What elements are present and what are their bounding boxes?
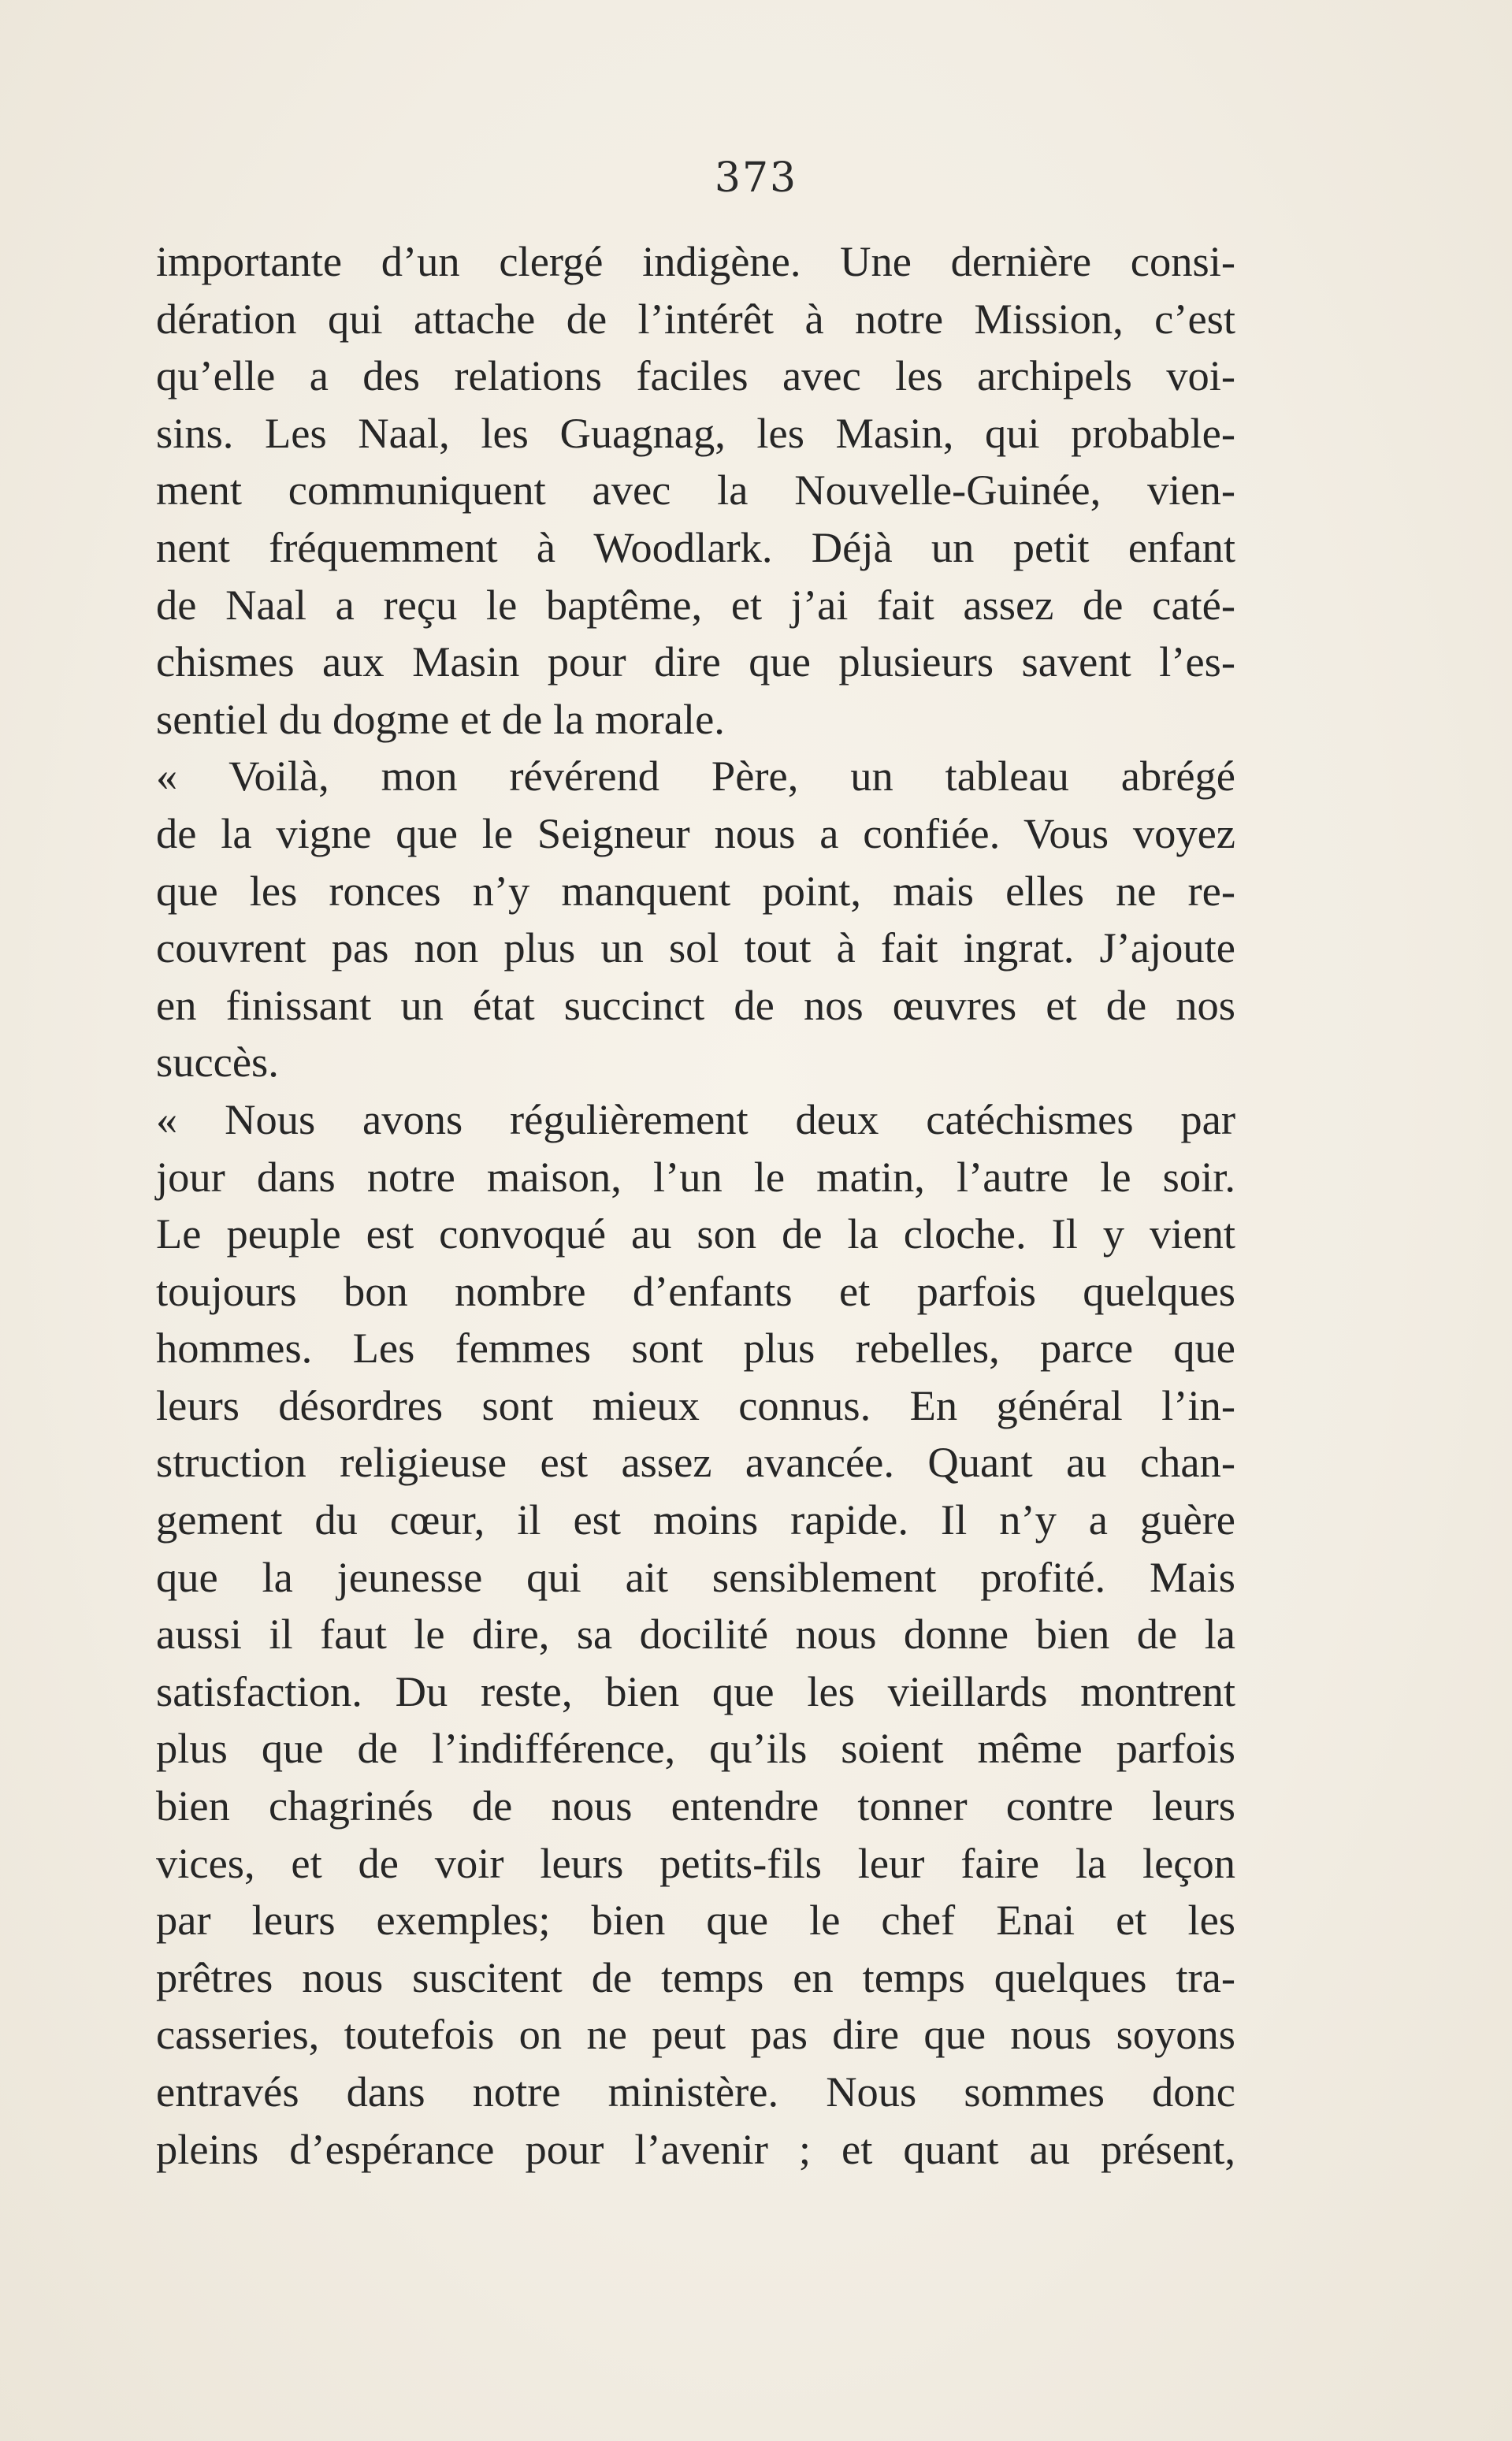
- text-line: Le peuple est convoqué au son de la cloche. Il y vient: [156, 1209, 1235, 1258]
- text-line: vices, et de voir leurs petits-fils leur faire la leçon: [156, 1838, 1235, 1887]
- text-line: par leurs exemples; bien que le chef Enai et les: [156, 1896, 1235, 1945]
- text-line: gement du cœur, il est moins rapide. Il n’y a guère: [156, 1495, 1235, 1544]
- text-line: bien chagrinés de nous entendre tonner contre leurs: [156, 1782, 1235, 1830]
- text-line: sins. Les Naal, les Guagnag, les Masin, qui probable-: [156, 408, 1235, 457]
- text-line: dération qui attache de l’intérêt à notre Mission, c’est: [156, 294, 1235, 343]
- text-line: chismes aux Masin pour dire que plusieurs savent l’es-: [156, 637, 1235, 686]
- text-line: struction religieuse est assez avancée. Quant au chan-: [156, 1438, 1235, 1487]
- text-line: aussi il faut le dire, sa docilité nous donne bien de la: [156, 1610, 1235, 1659]
- text-line: « Voilà, mon révérend Père, un tableau abrégé: [156, 752, 1235, 801]
- text-line: toujours bon nombre d’enfants et parfois quelques: [156, 1266, 1235, 1315]
- text-line: « Nous avons régulièrement deux catéchismes par: [156, 1094, 1235, 1143]
- text-line: prêtres nous suscitent de temps en temps quelques tra-: [156, 1952, 1235, 2001]
- text-line: sentiel du dogme et de la morale.: [156, 694, 725, 743]
- text-line: couvrent pas non plus un sol tout à fait ingrat. J’ajoute: [156, 923, 1235, 972]
- text-line: nent fréquemment à Woodlark. Déjà un petit enfant: [156, 522, 1235, 571]
- text-line: de Naal a reçu le baptême, et j’ai fait assez de caté-: [156, 580, 1235, 629]
- text-line: leurs désordres sont mieux connus. En général l’in-: [156, 1380, 1235, 1429]
- body-text: [156, 233, 1235, 2178]
- text-line: entravés dans notre ministère. Nous sommes donc: [156, 2068, 1235, 2116]
- text-line: jour dans notre maison, l’un le matin, l’autre le soir.: [156, 1152, 1235, 1201]
- text-line: succès.: [156, 1038, 279, 1087]
- page-number: 373: [714, 154, 798, 202]
- text-line: satisfaction. Du reste, bien que les vieillards montrent: [156, 1666, 1235, 1715]
- text-line: de la vigne que le Seigneur nous a confiée. Vous voyez: [156, 808, 1235, 857]
- text-line: casseries, toutefois on ne peut pas dire que nous soyons: [156, 2010, 1235, 2059]
- text-line: plus que de l’indifférence, qu’ils soient même parfois: [156, 1724, 1235, 1773]
- text-line: hommes. Les femmes sont plus rebelles, parce que: [156, 1324, 1235, 1373]
- text-line: ment communiquent avec la Nouvelle-Guinée, vien-: [156, 466, 1235, 515]
- text-line: qu’elle a des relations faciles avec les archipels voi-: [156, 351, 1235, 400]
- text-line: pleins d’espérance pour l’avenir ; et quant au présent,: [156, 2124, 1235, 2173]
- text-line: importante d’un clergé indigène. Une dernière consi-: [156, 237, 1235, 285]
- text-line: en finissant un état succinct de nos œuvres et de nos: [156, 980, 1235, 1029]
- text-line: que la jeunesse qui ait sensiblement profité. Mais: [156, 1552, 1235, 1601]
- text-line: que les ronces n’y manquent point, mais elles ne re-: [156, 866, 1235, 915]
